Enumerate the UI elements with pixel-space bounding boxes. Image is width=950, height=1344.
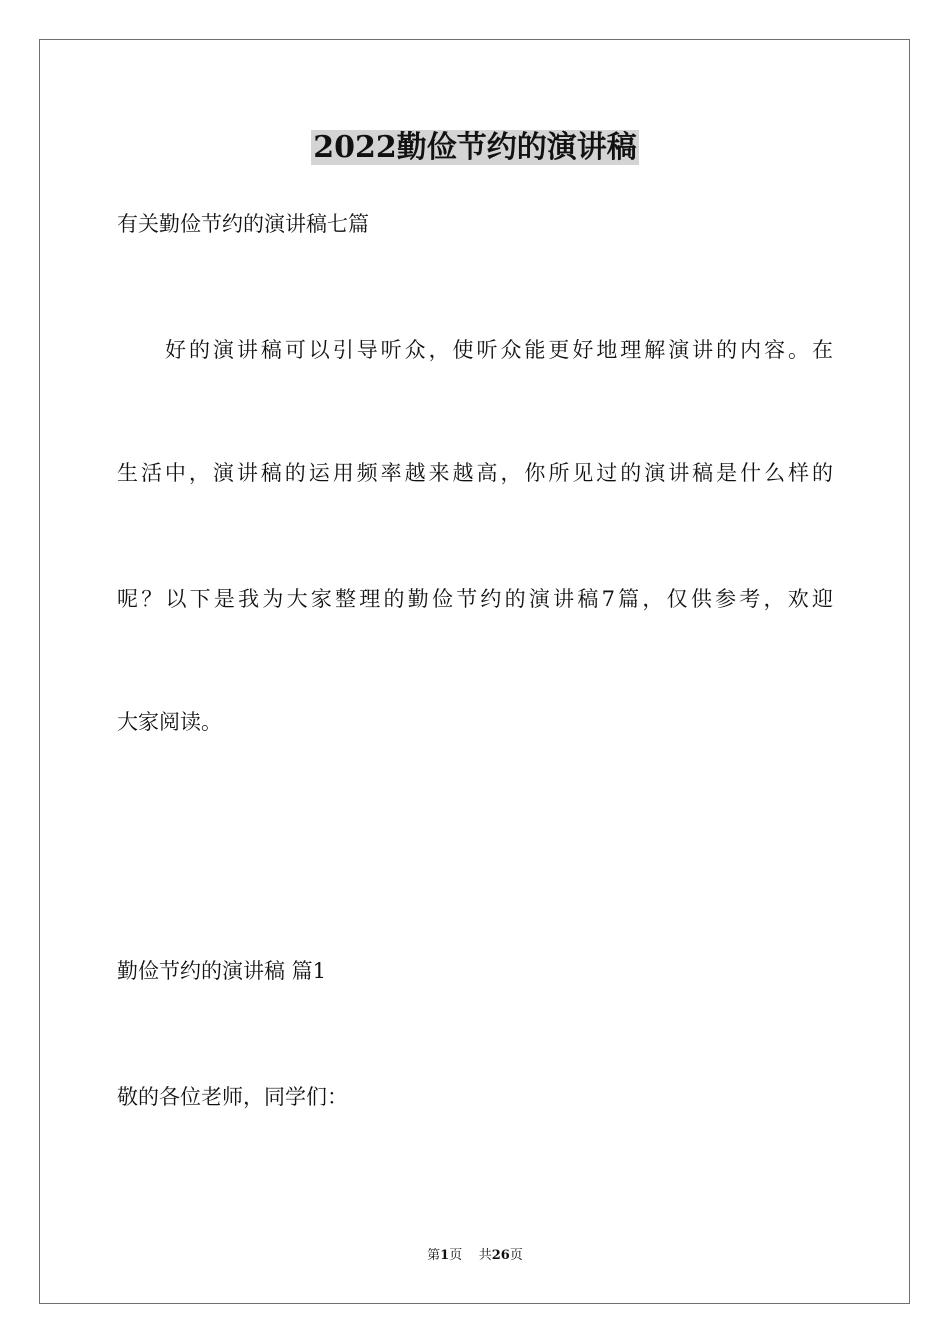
document-subtitle: 有关勤俭节约的演讲稿七篇 — [117, 212, 369, 236]
footer-page-suffix: 页 — [449, 1248, 463, 1263]
document-title-text: 2022勤俭节约的演讲稿 — [313, 130, 637, 165]
intro-line-4: 大家阅读。 — [117, 710, 222, 734]
section-heading: 勤俭节约的演讲稿 篇1 — [117, 959, 327, 983]
salutation: 敬的各位老师，同学们： — [117, 1085, 348, 1109]
footer-total-suffix: 页 — [509, 1248, 523, 1263]
intro-line-1: 好的演讲稿可以引导听众，使听众能更好地理解演讲的内容。在 — [165, 338, 833, 362]
page-footer — [0, 1247, 950, 1265]
intro-line-2: 生活中，演讲稿的运用频率越来越高，你所见过的演讲稿是什么样的 — [117, 461, 833, 485]
footer-page-prefix: 第 — [427, 1248, 441, 1263]
footer-total-pages: 26 — [491, 1248, 510, 1263]
intro-line-3: 呢？以下是我为大家整理的勤俭节约的演讲稿7篇，仅供参考，欢迎 — [117, 587, 833, 611]
footer-page-number: 1 — [440, 1248, 450, 1263]
document-title — [0, 128, 950, 168]
footer-total-prefix: 共 — [478, 1248, 492, 1263]
